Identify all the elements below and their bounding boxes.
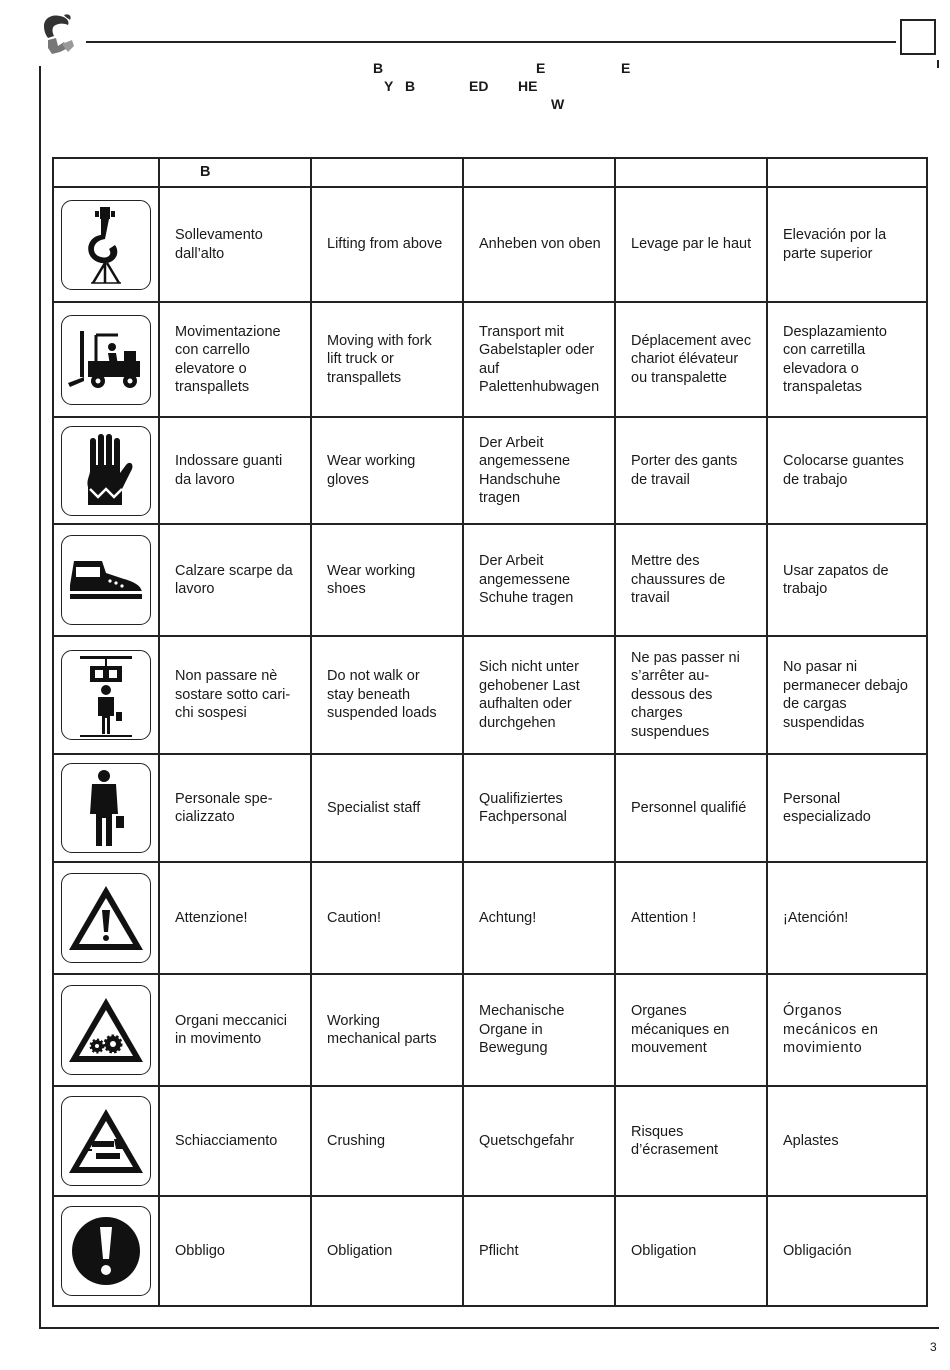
page-number: 3 <box>930 1340 937 1354</box>
cell-es: Aplastes <box>767 1086 927 1196</box>
table-row <box>53 302 927 417</box>
cell-es: Elevación por la parte superior <box>767 187 927 302</box>
cell-it: Attenzione! <box>159 862 311 974</box>
table-row <box>53 636 927 754</box>
heading-fragment: E <box>536 60 546 76</box>
cell-es: Personal especializado <box>767 754 927 862</box>
cell-fr: Déplacement avec chariot élévateur ou transpalette <box>615 302 767 417</box>
heading-fragment: B <box>373 60 384 76</box>
frame-right-stub <box>937 60 939 68</box>
column-header <box>53 158 159 187</box>
cell-de: Transport mit Gabelstapler oder auf Palettenhubwagen <box>463 302 615 417</box>
heading-fragment: Y <box>384 78 394 94</box>
cell-it: Personale spe-cializzato <box>159 754 311 862</box>
cell-es: Obligación <box>767 1196 927 1306</box>
heading-fragment: B <box>405 78 416 94</box>
cell-fr: Obligation <box>615 1196 767 1306</box>
symbols-legend-table <box>52 157 928 1307</box>
cell-en: Obligation <box>311 1196 463 1306</box>
cell-fr: Levage par le haut <box>615 187 767 302</box>
heading-fragment: HE <box>518 78 538 94</box>
cell-fr: Mettre des chaussures de travail <box>615 524 767 636</box>
warning-triangle-icon <box>61 873 151 963</box>
column-header <box>767 158 927 187</box>
cell-fr: Personnel qualifié <box>615 754 767 862</box>
column-header <box>463 158 615 187</box>
table-row <box>53 187 927 302</box>
table-header-row <box>53 158 927 187</box>
cell-fr: Porter des gants de travail <box>615 417 767 524</box>
table-row <box>53 974 927 1086</box>
cell-de: Qualifiziertes Fachpersonal <box>463 754 615 862</box>
cell-en: Wear working gloves <box>311 417 463 524</box>
cell-de: Anheben von oben <box>463 187 615 302</box>
table-row <box>53 1196 927 1306</box>
cell-it: Non passare nè sostare sotto cari-chi sospesi <box>159 636 311 754</box>
cell-it: Sollevamento dall’alto <box>159 187 311 302</box>
heading-fragment: ED <box>469 78 489 94</box>
heading-fragment: E <box>621 60 631 76</box>
cell-es: Órganos mecánicos en movimiento <box>767 974 927 1086</box>
work-gloves-icon <box>61 426 151 516</box>
cell-de: Mechanische Organe in Bewegung <box>463 974 615 1086</box>
cell-en: Lifting from above <box>311 187 463 302</box>
page-corner-box <box>900 19 936 55</box>
cell-es: Colocarse guantes de trabajo <box>767 417 927 524</box>
cell-de: Der Arbeit angemessene Schuhe tragen <box>463 524 615 636</box>
cell-en: Moving with fork lift truck or transpallets <box>311 302 463 417</box>
table-row <box>53 417 927 524</box>
cell-es: ¡Atención! <box>767 862 927 974</box>
cell-de: Pflicht <box>463 1196 615 1306</box>
cell-en: Caution! <box>311 862 463 974</box>
cell-es: Desplazamiento con carretilla elevadora o transpaletas <box>767 302 927 417</box>
cell-fr: Organes mécaniques en mouvement <box>615 974 767 1086</box>
cell-fr: Risques d’écrasement <box>615 1086 767 1196</box>
cell-it: Schiacciamento <box>159 1086 311 1196</box>
cell-it: Movimentazione con carrello elevatore o transpallets <box>159 302 311 417</box>
crushing-hazard-icon <box>61 1096 151 1186</box>
cell-en: Working mechanical parts <box>311 974 463 1086</box>
suspended-load-icon <box>61 650 151 740</box>
forklift-icon <box>61 315 151 405</box>
heading-fragment: W <box>551 96 565 112</box>
cell-es: No pasar ni permanecer debajo de cargas suspendidas <box>767 636 927 754</box>
specialist-person-icon <box>61 763 151 853</box>
cell-es: Usar zapatos de trabajo <box>767 524 927 636</box>
cell-de: Sich nicht unter gehobener Last aufhalten oder durchgehen <box>463 636 615 754</box>
cell-de: Der Arbeit angemessene Handschuhe tragen <box>463 417 615 524</box>
cell-en: Wear working shoes <box>311 524 463 636</box>
brand-logo-icon <box>38 12 80 58</box>
cell-it: Calzare scarpe da lavoro <box>159 524 311 636</box>
frame-bottom-rule <box>39 1327 939 1329</box>
cell-it: Obbligo <box>159 1196 311 1306</box>
cell-fr: Ne pas passer ni s’arrêter au-dessous des charges suspendues <box>615 636 767 754</box>
cell-en: Crushing <box>311 1086 463 1196</box>
table-row <box>53 862 927 974</box>
column-header <box>311 158 463 187</box>
moving-gears-icon <box>61 985 151 1075</box>
lifting-hook-icon <box>61 200 151 290</box>
cell-de: Achtung! <box>463 862 615 974</box>
table-row <box>53 1086 927 1196</box>
table-row <box>53 754 927 862</box>
cell-de: Quetschgefahr <box>463 1086 615 1196</box>
cell-en: Do not walk or stay beneath suspended loads <box>311 636 463 754</box>
table-row <box>53 524 927 636</box>
frame-left-rule <box>39 66 41 1328</box>
column-header <box>615 158 767 187</box>
header-rule <box>86 41 896 43</box>
safety-shoe-icon <box>61 535 151 625</box>
mandatory-exclamation-icon <box>61 1206 151 1296</box>
cell-it: Indossare guanti da lavoro <box>159 417 311 524</box>
cell-fr: Attention ! <box>615 862 767 974</box>
cell-en: Specialist staff <box>311 754 463 862</box>
column-header: B <box>159 158 311 187</box>
cell-it: Organi meccanici in movimento <box>159 974 311 1086</box>
